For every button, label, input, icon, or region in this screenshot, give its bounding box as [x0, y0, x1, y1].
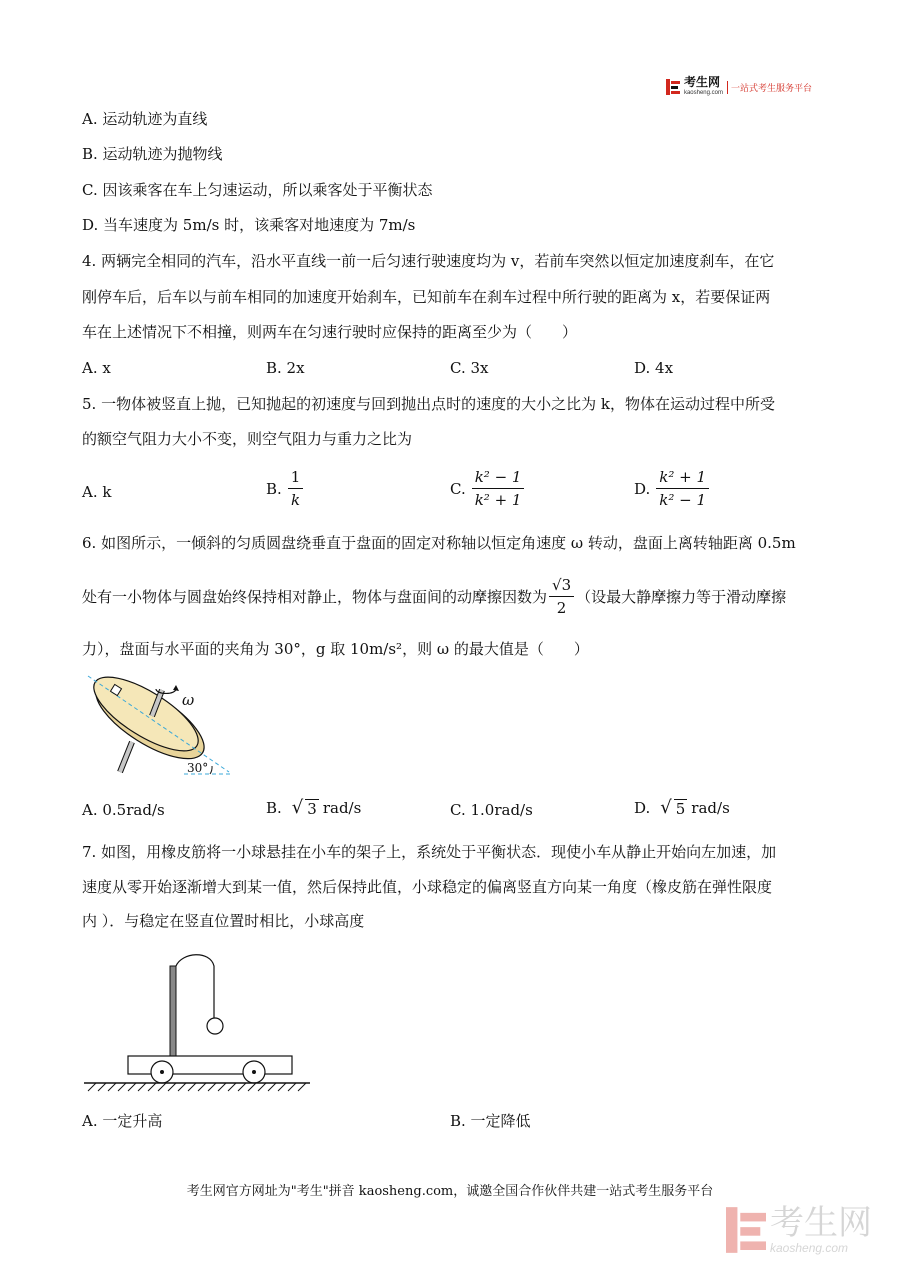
q6-option-d-label: D.: [634, 799, 651, 817]
q5-option-d-fraction: [656, 466, 709, 511]
watermark-url: kaosheng.com: [770, 1241, 849, 1255]
q3-option-c: C. 因该乘客在车上匀速运动，所以乘客处于平衡状态: [82, 181, 433, 199]
q5-option-c-numerator: k² − 1: [472, 466, 525, 489]
watermark: [726, 1205, 872, 1255]
header-logo: [666, 76, 812, 98]
q4-stem-line2: 刚停车后，后车以与前车相同的加速度开始刹车，已知前车在刹车过程中所行驶的距离为 x，若要保证两: [82, 288, 771, 306]
q6-stem-line3: 力），盘面与水平面的夹角为 30°，g 取 10m/s²，则 ω 的最大值是（ ）: [82, 640, 589, 658]
q6-option-b-label: B.: [266, 799, 282, 817]
q3-option-a: A. 运动轨迹为直线: [82, 110, 208, 128]
q6-option-c: C. 1.0rad/s: [450, 801, 533, 819]
q5-option-b-numerator: 1: [288, 466, 304, 489]
ground-hatching: [88, 1083, 306, 1091]
q7-stem-line3: 内 ）．与稳定在竖直位置时相比，小球高度: [82, 912, 365, 930]
q6-option-d-unit: rad/s: [691, 799, 730, 817]
q6-stem-line2: [82, 574, 786, 619]
header-brand-url: kaosheng.com: [683, 90, 723, 96]
small-ball: [207, 1018, 223, 1034]
q5-option-d-denominator: k² − 1: [659, 491, 707, 509]
q5-option-b-denominator: k: [291, 491, 301, 509]
q6-friction-fraction: [549, 574, 574, 619]
q6-angle-label: 30°: [187, 761, 209, 775]
q4-stem-line3: 车在上述情况下不相撞，则两车在匀速行驶时应保持的距离至少为（ ）: [82, 323, 578, 341]
q5-option-d: [634, 466, 709, 511]
q5-option-c-denominator: k² + 1: [474, 491, 522, 509]
q7-stem-line1: 7. 如图，用橡皮筋将一小球悬挂在小车的架子上，系统处于平衡状态．现使小车从静止开始向左加速，加: [82, 843, 777, 861]
q4-stem-line1: 4. 两辆完全相同的汽车，沿水平直线一前一后匀速行驶速度均为 v，若前车突然以恒定加速度刹车，在它: [82, 252, 775, 270]
q5-option-c: [450, 466, 524, 511]
q4-option-d: D. 4x: [634, 359, 674, 377]
q6-stem-line1: 6. 如图所示，一倾斜的匀质圆盘绕垂直于盘面的固定对称轴以恒定角速度 ω 转动，盘面上离转轴距离 0.5m: [82, 534, 796, 552]
q7-cart-diagram: [82, 948, 312, 1098]
q3-option-d: D. 当车速度为 5m/s 时，该乘客对地速度为 7m/s: [82, 216, 416, 234]
q5-stem-line2: 的额空气阻力大小不变，则空气阻力与重力之比为: [82, 430, 413, 448]
header-slogan: 一站式考生服务平台: [727, 81, 812, 94]
q5-stem-line1: 5. 一物体被竖直上抛，已知抛起的初速度与回到抛出点时的速度的大小之比为 k，物体在运动过程中所受: [82, 395, 775, 413]
q5-option-d-numerator: k² + 1: [656, 466, 709, 489]
q6-option-b-sqrt: [292, 798, 319, 818]
q6-option-a: A. 0.5rad/s: [82, 801, 165, 819]
q6-omega-label: ω: [182, 691, 195, 709]
q7-stem-line2: 速度从零开始逐渐增大到某一值，然后保持此值，小球稳定的偏离竖直方向某一角度（橡皮筋在弹性限度: [82, 878, 773, 896]
header-brand: 考生网: [683, 75, 720, 89]
q3-option-b: B. 运动轨迹为抛物线: [82, 145, 223, 163]
q6-disc-figure: [84, 672, 244, 782]
q4-option-a: A. x: [82, 359, 111, 377]
cart-pole: [170, 966, 176, 1058]
q5-option-c-label: C.: [450, 479, 466, 498]
q6-friction-numerator: √3: [549, 574, 574, 597]
q5-option-a: A. k: [82, 483, 112, 501]
rubber-band: [176, 955, 214, 1018]
q6-disc-diagram: [84, 672, 244, 782]
q6-option-b-radicand: 3: [307, 800, 317, 818]
q6-option-b-unit: rad/s: [322, 799, 362, 817]
q5-option-b-fraction: [288, 466, 304, 511]
q6-option-d-radicand: 5: [675, 800, 686, 818]
q5-option-d-label: D.: [634, 479, 651, 498]
q4-option-c: C. 3x: [450, 359, 489, 377]
q7-option-b: B. 一定降低: [450, 1112, 531, 1130]
angle-arc: [210, 766, 212, 774]
page-footer: 考生网官方网址为"考生"拼音 kaosheng.com，诚邀全国合作伙伴共建一站式考生服务平台: [186, 1184, 714, 1199]
q6-stem-line2-pre: 处有一小物体与圆盘始终保持相对静止，物体与盘面间的动摩擦因数为: [82, 587, 548, 606]
q5-option-b: [266, 466, 303, 511]
q7-cart-figure: [82, 948, 312, 1098]
q6-option-b: [266, 797, 361, 819]
q6-option-d: [634, 797, 730, 819]
q4-option-b: B. 2x: [266, 359, 305, 377]
q6-stem-line2-post: （设最大静摩擦力等于滑动摩擦: [576, 587, 787, 606]
watermark-logo-icon: [726, 1206, 766, 1254]
q5-option-c-fraction: [472, 466, 525, 511]
q6-friction-denominator: 2: [556, 599, 567, 617]
q5-option-b-label: B.: [266, 479, 282, 498]
sqrt-icon: √: [660, 797, 672, 818]
q7-option-a: A. 一定升高: [82, 1112, 163, 1130]
q6-option-d-sqrt: [660, 798, 687, 818]
watermark-brand: 考生网: [770, 1204, 872, 1242]
sqrt-icon: √: [291, 797, 304, 818]
brand-logo-icon: [666, 79, 680, 95]
